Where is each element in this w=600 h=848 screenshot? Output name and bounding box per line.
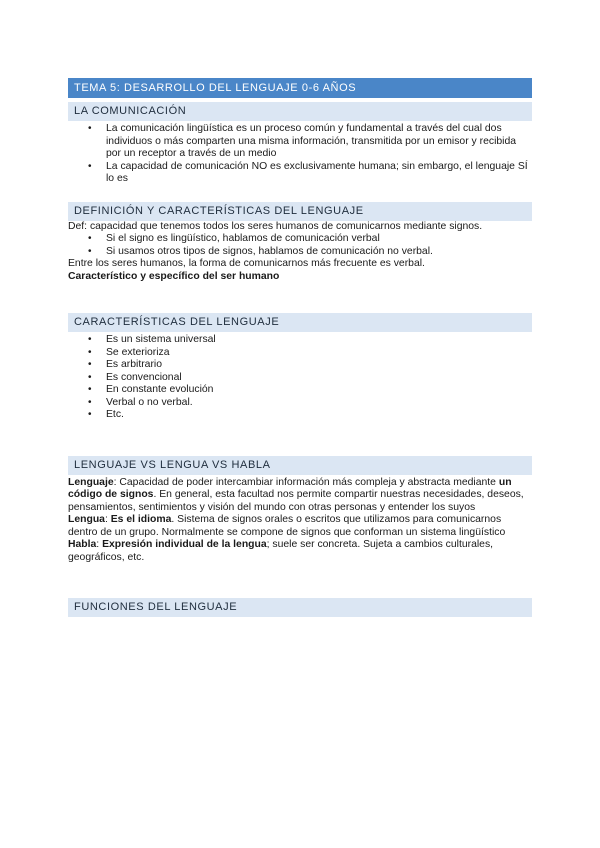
list-item: • Se exterioriza bbox=[68, 347, 532, 360]
habla-bold: Expresión individual de la lengua bbox=[102, 539, 267, 550]
section-heading-definicion: DEFINICIÓN Y CARACTERÍSTICAS DEL LENGUAJE bbox=[68, 202, 532, 221]
habla-sep: : bbox=[96, 539, 103, 550]
section-heading-funciones: FUNCIONES DEL LENGUAJE bbox=[68, 598, 532, 617]
lenguaje-term: Lenguaje bbox=[68, 476, 114, 488]
caracteristicas-list bbox=[68, 334, 532, 422]
emphasis-text bbox=[68, 271, 532, 284]
list-item: • La capacidad de comunicación NO es exclusivamente humana; sin embargo, el lenguaje SÍ lo es bbox=[68, 161, 532, 186]
list-item: • Verbal o no verbal. bbox=[68, 397, 532, 410]
comunicacion-list bbox=[68, 123, 532, 186]
lengua-paragraph bbox=[68, 514, 532, 539]
lenguaje-text-b: . En general, esta facultad nos permite compartir nuestras necesidades, deseos, pensamientos, sentimientos y visión del mundo con otras personas y entender los suyos bbox=[68, 489, 524, 513]
habla-term: Habla bbox=[68, 539, 97, 550]
lenguaje-paragraph bbox=[68, 477, 532, 515]
list-item: • Es arbitrario bbox=[68, 359, 532, 372]
list-item: • Si usamos otros tipos de signos, hablamos de comunicación no verbal. bbox=[68, 246, 532, 259]
definicion-list bbox=[68, 233, 532, 258]
habla-paragraph bbox=[68, 539, 532, 564]
document-page bbox=[68, 78, 532, 617]
lenguaje-bold: un código de signos bbox=[68, 476, 512, 500]
habla-text-b: ; suele ser concreta. Sujeta a cambios culturales, geográficos, etc. bbox=[68, 539, 494, 563]
list-item: • Etc. bbox=[68, 409, 532, 422]
list-item: • En constante evolución bbox=[68, 384, 532, 397]
definition-text: Def: capacidad que tenemos todos los seres humanos de comunicarnos mediante signos. bbox=[68, 220, 483, 232]
section-heading-caracteristicas: CARACTERÍSTICAS DEL LENGUAJE bbox=[68, 313, 532, 332]
lenguaje-text-a: : Capacidad de poder intercambiar información más compleja y abstracta mediante bbox=[113, 476, 499, 488]
list-item: • La comunicación lingüística es un proceso común y fundamental a través del cual dos individuos o más comparten una misma información, transmitida por un emisor y recibida por un receptor a través de un medio bbox=[68, 123, 532, 161]
frequency-text: Entre los seres humanos, la forma de comunicarnos más frecuente es verbal. bbox=[68, 258, 425, 269]
section-heading-comunicacion: LA COMUNICACIÓN bbox=[68, 102, 532, 121]
section-heading-lenguaje-lengua-habla: LENGUAJE VS LENGUA VS HABLA bbox=[68, 456, 532, 475]
list-item: • Si el signo es lingüístico, hablamos de comunicación verbal bbox=[68, 233, 532, 246]
document-title: TEMA 5: DESARROLLO DEL LENGUAJE 0-6 AÑOS bbox=[68, 78, 532, 98]
lengua-term: Lengua bbox=[68, 514, 105, 525]
lengua-text-b: . Sistema de signos orales o escritos que utilizamos para comunicarnos dentro de un grupo. Normalmente se compone de signos que conforman un sistema lingüístico bbox=[68, 514, 506, 538]
lengua-sep: : bbox=[104, 514, 111, 525]
lengua-bold: Es el idioma bbox=[110, 514, 172, 525]
emphasis-bold: Característico y específico del ser humano bbox=[68, 270, 280, 282]
list-item: • Es un sistema universal bbox=[68, 334, 532, 347]
list-item: • Es convencional bbox=[68, 372, 532, 385]
